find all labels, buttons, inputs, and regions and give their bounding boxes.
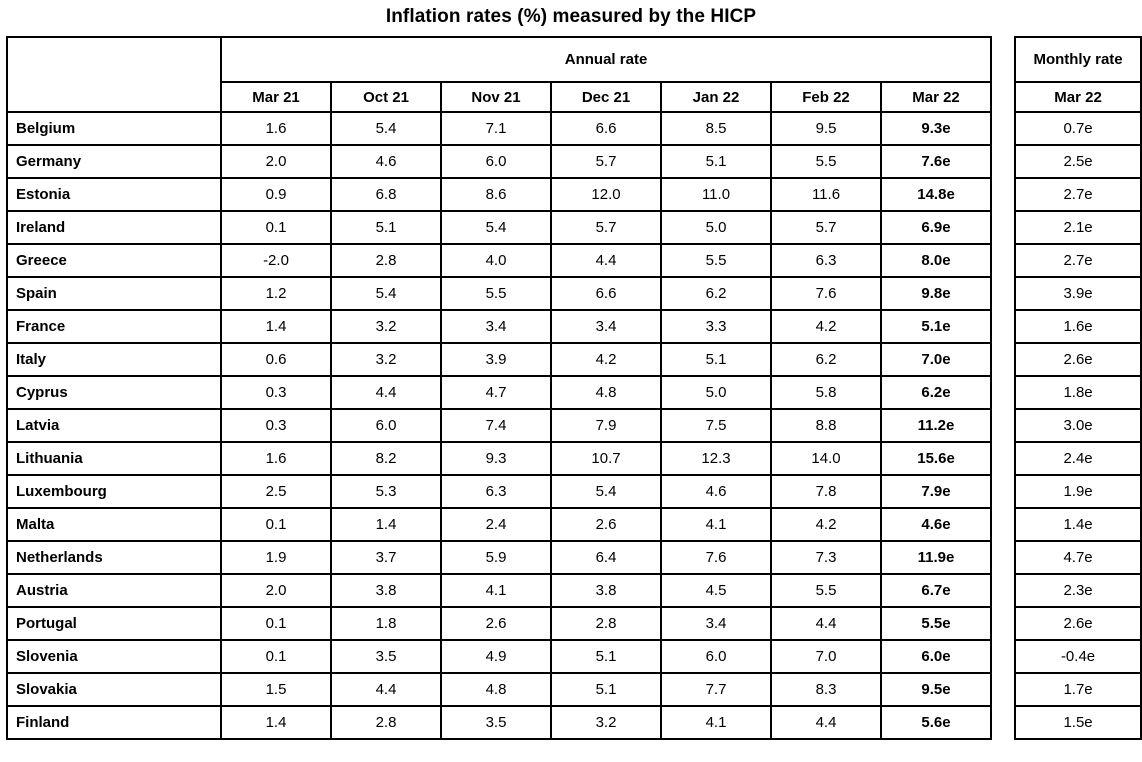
cell-mar-21: 0.1 xyxy=(221,508,331,541)
cell-mar-22: 9.8e xyxy=(881,277,991,310)
cell-jan-22: 7.5 xyxy=(661,409,771,442)
cell-feb-22: 4.2 xyxy=(771,508,881,541)
cell-nov-21: 4.0 xyxy=(441,244,551,277)
cell-feb-22: 6.2 xyxy=(771,343,881,376)
cell-feb-22: 4.4 xyxy=(771,706,881,739)
cell-mar-21: 0.1 xyxy=(221,640,331,673)
column-header-oct-21: Oct 21 xyxy=(331,82,441,112)
cell-jan-22: 3.4 xyxy=(661,607,771,640)
cell-feb-22: 7.8 xyxy=(771,475,881,508)
cell-feb-22: 5.5 xyxy=(771,574,881,607)
row-country-label: Cyprus xyxy=(7,376,221,409)
cell-mar-21: 1.4 xyxy=(221,310,331,343)
monthly-row xyxy=(1015,277,1141,310)
cell-oct-21: 6.8 xyxy=(331,178,441,211)
monthly-row xyxy=(1015,541,1141,574)
cell-dec-21: 6.4 xyxy=(551,541,661,574)
cell-dec-21: 6.6 xyxy=(551,112,661,145)
cell-mar-22: 11.2e xyxy=(881,409,991,442)
cell-feb-22: 5.5 xyxy=(771,145,881,178)
cell-mar-21: 1.5 xyxy=(221,673,331,706)
cell-mar-21: 0.9 xyxy=(221,178,331,211)
cell-dec-21: 10.7 xyxy=(551,442,661,475)
cell-monthly-mar-22: 2.3e xyxy=(1015,574,1141,607)
cell-dec-21: 4.2 xyxy=(551,343,661,376)
table-row xyxy=(7,376,991,409)
cell-nov-21: 2.4 xyxy=(441,508,551,541)
cell-oct-21: 3.7 xyxy=(331,541,441,574)
cell-oct-21: 5.1 xyxy=(331,211,441,244)
cell-monthly-mar-22: 3.9e xyxy=(1015,277,1141,310)
cell-dec-21: 5.4 xyxy=(551,475,661,508)
cell-dec-21: 5.1 xyxy=(551,640,661,673)
column-header-mar-22: Mar 22 xyxy=(881,82,991,112)
cell-mar-22: 7.0e xyxy=(881,343,991,376)
table-row xyxy=(7,343,991,376)
cell-monthly-mar-22: 1.6e xyxy=(1015,310,1141,343)
monthly-row xyxy=(1015,640,1141,673)
cell-monthly-mar-22: 2.7e xyxy=(1015,244,1141,277)
row-country-label: France xyxy=(7,310,221,343)
cell-oct-21: 6.0 xyxy=(331,409,441,442)
cell-monthly-mar-22: 1.5e xyxy=(1015,706,1141,739)
cell-monthly-mar-22: 2.4e xyxy=(1015,442,1141,475)
cell-mar-21: 2.0 xyxy=(221,145,331,178)
cell-mar-21: 0.3 xyxy=(221,376,331,409)
cell-feb-22: 14.0 xyxy=(771,442,881,475)
cell-mar-21: 1.6 xyxy=(221,442,331,475)
table-row xyxy=(7,508,991,541)
cell-feb-22: 6.3 xyxy=(771,244,881,277)
cell-mar-22: 6.2e xyxy=(881,376,991,409)
cell-dec-21: 3.4 xyxy=(551,310,661,343)
table-row xyxy=(7,640,991,673)
cell-feb-22: 5.7 xyxy=(771,211,881,244)
cell-mar-22: 14.8e xyxy=(881,178,991,211)
cell-jan-22: 3.3 xyxy=(661,310,771,343)
cell-monthly-mar-22: 2.7e xyxy=(1015,178,1141,211)
cell-oct-21: 3.2 xyxy=(331,310,441,343)
cell-monthly-mar-22: 2.6e xyxy=(1015,607,1141,640)
row-country-label: Finland xyxy=(7,706,221,739)
cell-dec-21: 7.9 xyxy=(551,409,661,442)
cell-mar-21: -2.0 xyxy=(221,244,331,277)
cell-feb-22: 7.6 xyxy=(771,277,881,310)
monthly-row xyxy=(1015,607,1141,640)
cell-mar-22: 4.6e xyxy=(881,508,991,541)
cell-jan-22: 5.1 xyxy=(661,145,771,178)
cell-mar-22: 9.5e xyxy=(881,673,991,706)
cell-mar-21: 2.5 xyxy=(221,475,331,508)
annual-rate-group-header: Annual rate xyxy=(221,37,991,82)
cell-mar-22: 7.6e xyxy=(881,145,991,178)
cell-jan-22: 6.2 xyxy=(661,277,771,310)
cell-feb-22: 7.0 xyxy=(771,640,881,673)
row-country-label: Malta xyxy=(7,508,221,541)
cell-nov-21: 2.6 xyxy=(441,607,551,640)
table-group-header-row xyxy=(7,37,991,82)
cell-feb-22: 4.2 xyxy=(771,310,881,343)
cell-monthly-mar-22: 1.8e xyxy=(1015,376,1141,409)
row-country-label: Greece xyxy=(7,244,221,277)
row-country-label: Spain xyxy=(7,277,221,310)
cell-monthly-mar-22: 1.9e xyxy=(1015,475,1141,508)
cell-nov-21: 5.5 xyxy=(441,277,551,310)
cell-nov-21: 7.4 xyxy=(441,409,551,442)
cell-jan-22: 4.1 xyxy=(661,706,771,739)
cell-nov-21: 6.3 xyxy=(441,475,551,508)
cell-nov-21: 9.3 xyxy=(441,442,551,475)
cell-oct-21: 1.8 xyxy=(331,607,441,640)
cell-jan-22: 4.1 xyxy=(661,508,771,541)
cell-dec-21: 4.4 xyxy=(551,244,661,277)
table-row xyxy=(7,112,991,145)
cell-jan-22: 7.6 xyxy=(661,541,771,574)
column-header-dec-21: Dec 21 xyxy=(551,82,661,112)
monthly-row xyxy=(1015,508,1141,541)
cell-nov-21: 6.0 xyxy=(441,145,551,178)
cell-oct-21: 5.4 xyxy=(331,277,441,310)
cell-mar-22: 6.9e xyxy=(881,211,991,244)
cell-mar-21: 1.4 xyxy=(221,706,331,739)
cell-monthly-mar-22: 1.7e xyxy=(1015,673,1141,706)
cell-oct-21: 5.4 xyxy=(331,112,441,145)
table-head xyxy=(7,37,991,112)
column-header-mar-21: Mar 21 xyxy=(221,82,331,112)
cell-jan-22: 8.5 xyxy=(661,112,771,145)
cell-jan-22: 12.3 xyxy=(661,442,771,475)
cell-mar-21: 0.3 xyxy=(221,409,331,442)
cell-mar-22: 9.3e xyxy=(881,112,991,145)
cell-mar-21: 1.2 xyxy=(221,277,331,310)
cell-jan-22: 11.0 xyxy=(661,178,771,211)
table-row xyxy=(7,673,991,706)
cell-nov-21: 5.4 xyxy=(441,211,551,244)
table-row xyxy=(7,409,991,442)
cell-dec-21: 5.7 xyxy=(551,145,661,178)
annual-rate-table xyxy=(6,36,992,740)
cell-feb-22: 4.4 xyxy=(771,607,881,640)
cell-mar-22: 5.1e xyxy=(881,310,991,343)
monthly-row xyxy=(1015,310,1141,343)
cell-monthly-mar-22: 2.5e xyxy=(1015,145,1141,178)
row-country-label: Estonia xyxy=(7,178,221,211)
cell-nov-21: 3.9 xyxy=(441,343,551,376)
column-header-monthly-mar-22: Mar 22 xyxy=(1015,82,1141,112)
cell-mar-21: 1.6 xyxy=(221,112,331,145)
cell-nov-21: 4.1 xyxy=(441,574,551,607)
cell-jan-22: 5.5 xyxy=(661,244,771,277)
cell-nov-21: 8.6 xyxy=(441,178,551,211)
cell-feb-22: 8.8 xyxy=(771,409,881,442)
row-country-label: Slovenia xyxy=(7,640,221,673)
tables-container xyxy=(0,36,1142,740)
table-row xyxy=(7,178,991,211)
cell-nov-21: 5.9 xyxy=(441,541,551,574)
table-row xyxy=(7,145,991,178)
cell-dec-21: 3.2 xyxy=(551,706,661,739)
table-row xyxy=(7,211,991,244)
monthly-rate-body xyxy=(1015,112,1141,739)
column-header-jan-22: Jan 22 xyxy=(661,82,771,112)
monthly-row xyxy=(1015,475,1141,508)
cell-mar-22: 5.5e xyxy=(881,607,991,640)
monthly-row xyxy=(1015,244,1141,277)
cell-mar-21: 0.1 xyxy=(221,211,331,244)
cell-mar-21: 0.1 xyxy=(221,607,331,640)
cell-mar-21: 2.0 xyxy=(221,574,331,607)
table-row xyxy=(7,475,991,508)
cell-monthly-mar-22: 4.7e xyxy=(1015,541,1141,574)
cell-nov-21: 4.8 xyxy=(441,673,551,706)
row-country-label: Lithuania xyxy=(7,442,221,475)
cell-oct-21: 3.2 xyxy=(331,343,441,376)
cell-jan-22: 6.0 xyxy=(661,640,771,673)
column-header-nov-21: Nov 21 xyxy=(441,82,551,112)
cell-oct-21: 4.6 xyxy=(331,145,441,178)
cell-dec-21: 2.8 xyxy=(551,607,661,640)
monthly-row xyxy=(1015,178,1141,211)
cell-mar-22: 15.6e xyxy=(881,442,991,475)
table-row xyxy=(7,277,991,310)
monthly-row xyxy=(1015,574,1141,607)
cell-mar-21: 1.9 xyxy=(221,541,331,574)
monthly-rate-table xyxy=(1014,36,1142,740)
table-row xyxy=(7,541,991,574)
cell-oct-21: 1.4 xyxy=(331,508,441,541)
cell-dec-21: 5.1 xyxy=(551,673,661,706)
cell-monthly-mar-22: -0.4e xyxy=(1015,640,1141,673)
cell-monthly-mar-22: 1.4e xyxy=(1015,508,1141,541)
row-country-label: Italy xyxy=(7,343,221,376)
cell-monthly-mar-22: 2.6e xyxy=(1015,343,1141,376)
row-country-label: Belgium xyxy=(7,112,221,145)
page-title: Inflation rates (%) measured by the HICP xyxy=(385,6,757,27)
cell-jan-22: 7.7 xyxy=(661,673,771,706)
cell-oct-21: 2.8 xyxy=(331,244,441,277)
cell-oct-21: 3.5 xyxy=(331,640,441,673)
row-country-label: Ireland xyxy=(7,211,221,244)
row-country-label: Luxembourg xyxy=(7,475,221,508)
monthly-row xyxy=(1015,376,1141,409)
table-row xyxy=(7,310,991,343)
cell-jan-22: 4.6 xyxy=(661,475,771,508)
cell-nov-21: 4.9 xyxy=(441,640,551,673)
cell-feb-22: 9.5 xyxy=(771,112,881,145)
row-country-label: Slovakia xyxy=(7,673,221,706)
column-header-feb-22: Feb 22 xyxy=(771,82,881,112)
cell-jan-22: 4.5 xyxy=(661,574,771,607)
cell-oct-21: 4.4 xyxy=(331,376,441,409)
table-row xyxy=(7,706,991,739)
cell-feb-22: 8.3 xyxy=(771,673,881,706)
cell-nov-21: 3.4 xyxy=(441,310,551,343)
cell-oct-21: 8.2 xyxy=(331,442,441,475)
cell-mar-22: 6.7e xyxy=(881,574,991,607)
monthly-row xyxy=(1015,343,1141,376)
monthly-row xyxy=(1015,112,1141,145)
cell-monthly-mar-22: 0.7e xyxy=(1015,112,1141,145)
monthly-row xyxy=(1015,409,1141,442)
monthly-row xyxy=(1015,211,1141,244)
table-row xyxy=(7,607,991,640)
row-country-label: Latvia xyxy=(7,409,221,442)
cell-dec-21: 3.8 xyxy=(551,574,661,607)
corner-cell xyxy=(7,37,221,112)
cell-dec-21: 4.8 xyxy=(551,376,661,409)
cell-jan-22: 5.0 xyxy=(661,376,771,409)
cell-dec-21: 5.7 xyxy=(551,211,661,244)
row-country-label: Austria xyxy=(7,574,221,607)
cell-jan-22: 5.0 xyxy=(661,211,771,244)
cell-feb-22: 7.3 xyxy=(771,541,881,574)
cell-nov-21: 4.7 xyxy=(441,376,551,409)
monthly-column-header-row xyxy=(1015,82,1141,112)
monthly-row xyxy=(1015,673,1141,706)
monthly-row xyxy=(1015,442,1141,475)
table-row xyxy=(7,442,991,475)
cell-feb-22: 11.6 xyxy=(771,178,881,211)
cell-dec-21: 2.6 xyxy=(551,508,661,541)
cell-mar-22: 8.0e xyxy=(881,244,991,277)
cell-monthly-mar-22: 2.1e xyxy=(1015,211,1141,244)
cell-mar-22: 6.0e xyxy=(881,640,991,673)
row-country-label: Portugal xyxy=(7,607,221,640)
annual-rate-body xyxy=(7,112,991,739)
cell-dec-21: 6.6 xyxy=(551,277,661,310)
cell-jan-22: 5.1 xyxy=(661,343,771,376)
cell-mar-22: 7.9e xyxy=(881,475,991,508)
table-row xyxy=(7,244,991,277)
cell-nov-21: 7.1 xyxy=(441,112,551,145)
cell-monthly-mar-22: 3.0e xyxy=(1015,409,1141,442)
cell-dec-21: 12.0 xyxy=(551,178,661,211)
cell-oct-21: 4.4 xyxy=(331,673,441,706)
cell-feb-22: 5.8 xyxy=(771,376,881,409)
cell-oct-21: 2.8 xyxy=(331,706,441,739)
monthly-group-header-row xyxy=(1015,37,1141,82)
monthly-row xyxy=(1015,706,1141,739)
cell-oct-21: 5.3 xyxy=(331,475,441,508)
row-country-label: Netherlands xyxy=(7,541,221,574)
monthly-table-head xyxy=(1015,37,1141,112)
cell-nov-21: 3.5 xyxy=(441,706,551,739)
cell-mar-22: 5.6e xyxy=(881,706,991,739)
monthly-rate-group-header: Monthly rate xyxy=(1015,37,1141,82)
cell-mar-22: 11.9e xyxy=(881,541,991,574)
row-country-label: Germany xyxy=(7,145,221,178)
monthly-row xyxy=(1015,145,1141,178)
table-row xyxy=(7,574,991,607)
cell-oct-21: 3.8 xyxy=(331,574,441,607)
cell-mar-21: 0.6 xyxy=(221,343,331,376)
